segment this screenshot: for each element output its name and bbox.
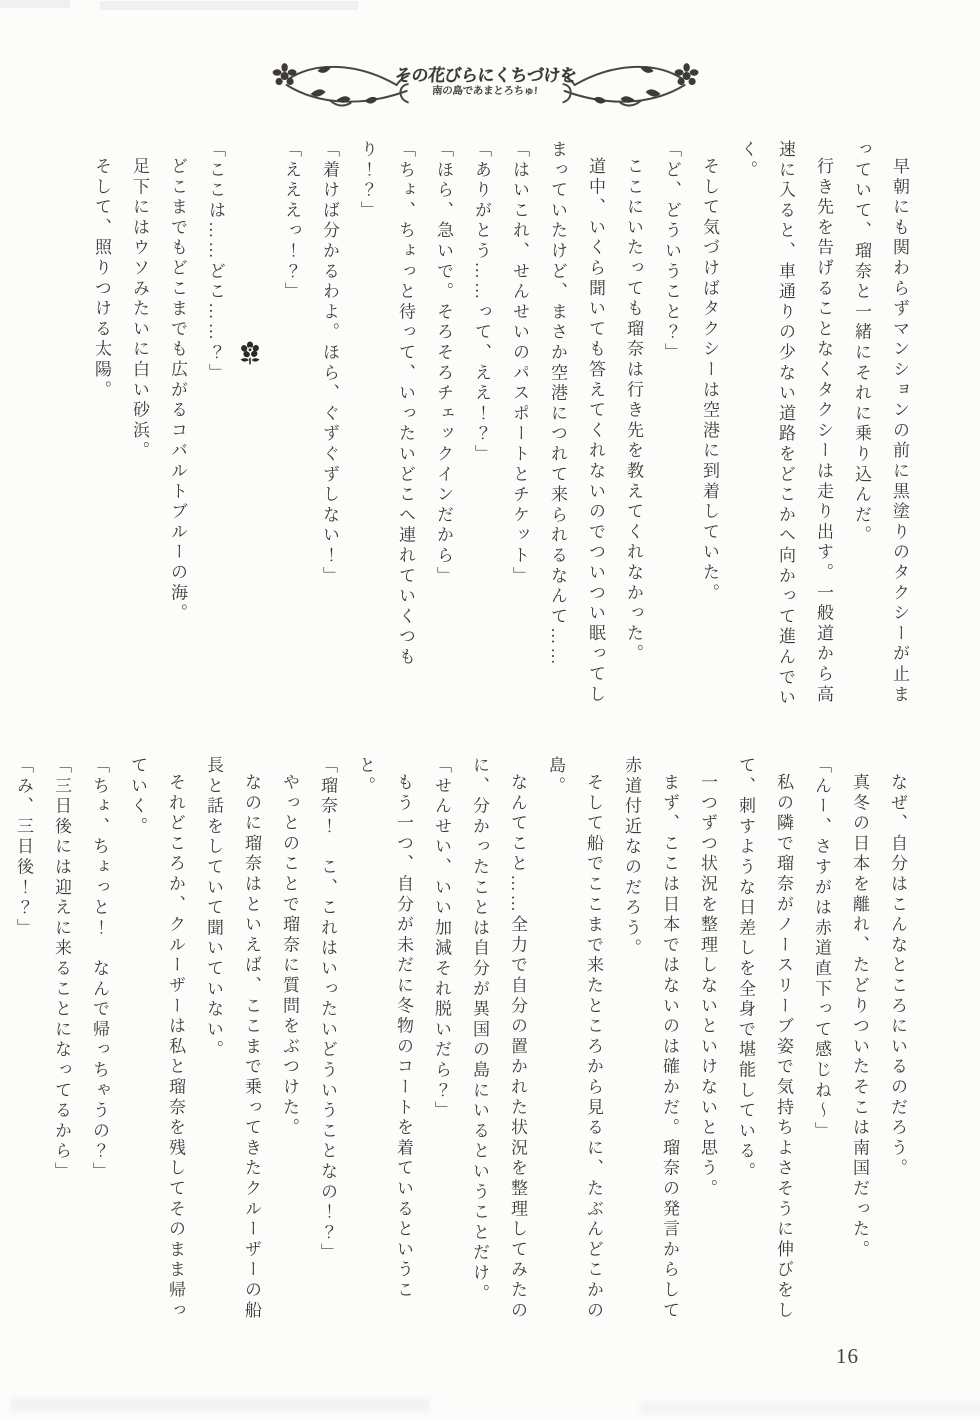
dialogue-line: 「ありがとう……って、ええ！？」 <box>472 140 491 465</box>
dialogue-line: 「んー、さすがは赤道直下って感じね〜」 <box>812 756 831 1142</box>
dialogue-line: 「ここは……どこ……？」 <box>206 140 225 384</box>
rose-ornament-line <box>234 140 272 716</box>
dialogue-line: 「ほら、急いで。そろそろチェックインだから」 <box>434 140 453 587</box>
dialogue-line: 「三日後には迎えに来ることになってるから」 <box>52 756 71 1183</box>
dialogue-line: 「えええっ！？」 <box>282 140 301 303</box>
narrative-paragraph: なぜ、自分はこんなところにいるのだろう。 <box>888 773 907 1179</box>
logo-title: その花びらにくちづけを <box>394 66 578 86</box>
dialogue-line: 「着けば分かるわよ。ほら、ぐずぐずしない！」 <box>320 140 339 587</box>
dialogue-line: 「はいこれ、せんせいのパスポートとチケット」 <box>510 140 529 587</box>
narrative-paragraph: 道中、いくら聞いても答えてくれないのでついつい眠ってしまっていたけど、まさか空港につれて来られるなんて…… <box>548 140 605 706</box>
narrative-paragraph: どこまでもどこまでも広がるコバルトブルーの海。 <box>168 157 187 624</box>
logo-subtitle: 南の島であまとろちゅ! <box>431 84 538 97</box>
narrative-paragraph: 真冬の日本を離れ、たどりついたそこは南国だった。 <box>850 773 869 1261</box>
narrative-paragraph: 足下にはウソみたいに白い砂浜。 <box>130 157 149 462</box>
narrative-paragraph: それどころか、クルーザーは私と瑠奈を残してそのまま帰っていく。 <box>128 756 185 1322</box>
scan-artifact <box>640 1402 980 1414</box>
dialogue-line: 「ちょ、ちょっと待って、いったいどこへ連れていくつもり！？」 <box>358 140 415 668</box>
narrative-paragraph: 早朝にも関わらずマンションの前に黒塗りのタクシーが止まっていて、瑠奈と一緒にそれに乗り込んだ。 <box>852 140 909 706</box>
narrative-paragraph: なんてこと……全力で自分の置かれた状況を整理してみたのに、分かったことは自分が異国の島にいるということだけ。 <box>470 756 527 1322</box>
scan-artifact <box>100 1 358 10</box>
dialogue-line: 「ちょ、ちょっと！ なんで帰っちゃうの？」 <box>90 756 109 1183</box>
logo-text <box>394 67 577 97</box>
narrative-paragraph: もう一つ、自分が未だに冬物のコートを着ているということ。 <box>356 756 413 1301</box>
dialogue-line: 「ど、どういうこと？」 <box>662 140 681 364</box>
dialogue-line: 「瑠奈！ こ、これはいったいどういうことなの！？」 <box>318 756 337 1264</box>
dialogue-line <box>0 756 4 1332</box>
vine-flower-flourish-icon <box>562 49 700 115</box>
narrative-paragraph: 一つずつ状況を整理しないといけないと思う。 <box>698 773 717 1200</box>
narrative-paragraph: まず、ここは日本ではないのは確かだ。瑠奈の発言からして赤道付近なのだろう。 <box>622 756 679 1322</box>
page-number: 16 <box>836 1344 859 1368</box>
narrative-paragraph: 行き先を告げることなくタクシーは走り出す。一般道から高速に入ると、車通りの少ない道路をどこかへ向かって進んでいく。 <box>738 140 833 709</box>
narrative-paragraph: やっとのことで瑠奈に質問をぶつけた。 <box>280 773 299 1139</box>
narrative-paragraph: ここにいたっても瑠奈は行き先を教えてくれなかった。 <box>624 157 643 665</box>
bottom-text-block <box>0 756 916 1332</box>
dialogue-line: 「み、三日後！？」 <box>14 756 33 939</box>
top-text-block <box>82 140 918 716</box>
scan-artifact <box>0 0 70 8</box>
scan-artifact <box>10 1398 430 1412</box>
vine-flower-flourish-icon <box>271 49 409 115</box>
narrative-paragraph: そして船でここまで来たところから見るに、たぶんどこかの島。 <box>546 756 603 1322</box>
narrative-paragraph: なのに瑠奈はといえば、ここまで乗ってきたクルーザーの船長と話をしていて聞いていない。 <box>204 756 261 1322</box>
dialogue-line: 「せんせい、いい加減それ脱いだら？」 <box>432 756 451 1122</box>
rose-icon <box>245 240 269 266</box>
narrative-paragraph: そして気づけばタクシーは空港に到着していた。 <box>700 157 719 604</box>
narrative-paragraph: 私の隣で瑠奈がノースリーブ姿で気持ちよさそうに伸びをして、刺すような日差しを全身で堪能している。 <box>736 756 793 1322</box>
series-logo <box>266 44 706 120</box>
narrative-paragraph: そして、照りつける太陽。 <box>92 157 111 401</box>
